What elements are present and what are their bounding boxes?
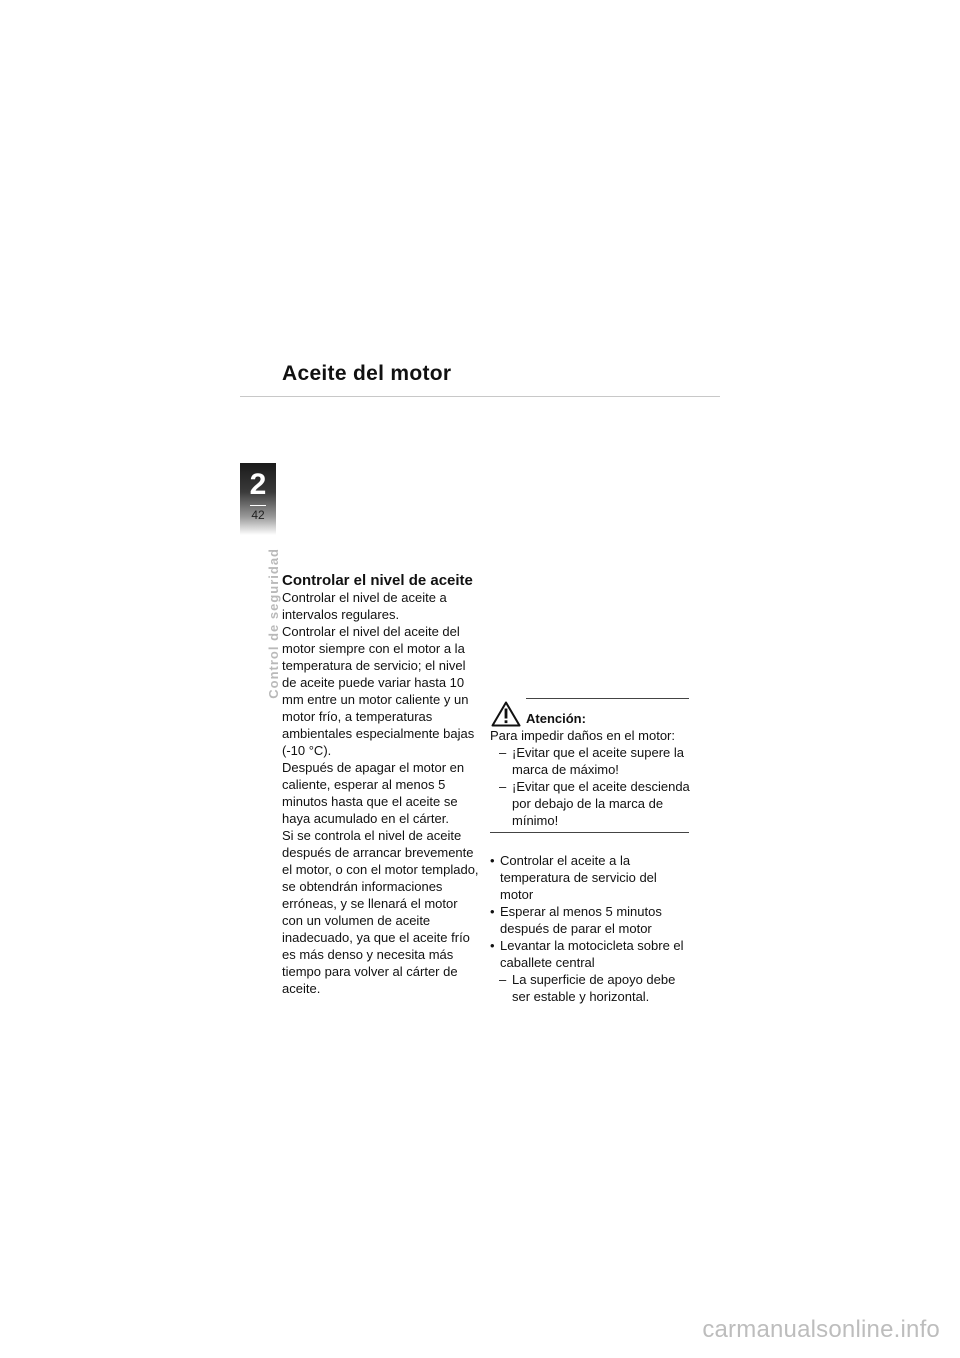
list-item bbox=[490, 937, 690, 971]
page-number: 42 bbox=[251, 508, 265, 522]
warning-item: – ¡Evitar que el aceite supere la marca de máximo! bbox=[490, 744, 690, 778]
paragraph: Después de apagar el motor en caliente, esperar al menos 5 minutos hasta que el aceite se haya acumulado en el cárter. bbox=[282, 760, 465, 826]
paragraph: Controlar el nivel de aceite a intervalos regulares. bbox=[282, 590, 447, 622]
bullet-mark: • bbox=[490, 853, 495, 868]
section-heading: Controlar el nivel de aceite bbox=[282, 572, 473, 589]
list-item-text: Controlar el aceite a la temperatura de servicio del motor bbox=[500, 853, 657, 902]
chapter-tab bbox=[240, 463, 276, 535]
title-divider bbox=[240, 396, 720, 397]
warning-title: Atención: bbox=[526, 711, 586, 726]
chapter-number: 2 bbox=[249, 468, 267, 501]
paragraph: Si se controla el nivel de aceite después de arrancar brevemente el motor, o con el motor templado, se obtendrán informaciones erróneas, y se llenará el motor con un volumen de aceite inadecuado, ya que el aceite frío es más denso y necesita más tiempo para volver al cárter de aceite. bbox=[282, 828, 479, 996]
page-title: Aceite del motor bbox=[282, 362, 452, 385]
warning-header bbox=[490, 699, 690, 727]
left-column bbox=[282, 572, 482, 997]
warning-triangle-icon bbox=[491, 701, 521, 727]
list-item bbox=[490, 852, 690, 903]
list-item-text: Esperar al menos 5 minutos después de parar el motor bbox=[500, 904, 662, 936]
bullet-mark: • bbox=[490, 938, 495, 953]
paragraph: Controlar el nivel del aceite del motor siempre con el motor a la temperatura de servicio; el nivel de aceite puede variar hasta 10 mm entre un motor caliente y un motor frío, a temperaturas ambientales especialmente bajas (-10 °C). bbox=[282, 624, 475, 758]
bullet-mark: • bbox=[490, 904, 495, 919]
warning-item: – ¡Evitar que el aceite descienda por debajo de la marca de mínimo! bbox=[490, 778, 690, 829]
site-watermark: carmanualsonline.info bbox=[702, 1316, 940, 1343]
chapter-side-label: Control de seguridad bbox=[266, 548, 281, 699]
list-item-text: Levantar la motocicleta sobre el caballete central bbox=[500, 938, 684, 970]
warning-bottom-rule bbox=[490, 832, 689, 833]
warning-intro: Para impedir daños en el motor: bbox=[490, 728, 675, 743]
list-item bbox=[490, 903, 690, 937]
warning-box bbox=[490, 698, 690, 833]
steps-list bbox=[490, 852, 690, 1005]
right-column bbox=[490, 698, 690, 1005]
sub-list-item: – La superficie de apoyo debe ser estable y horizontal. bbox=[490, 971, 690, 1005]
chapter-divider bbox=[250, 505, 266, 506]
